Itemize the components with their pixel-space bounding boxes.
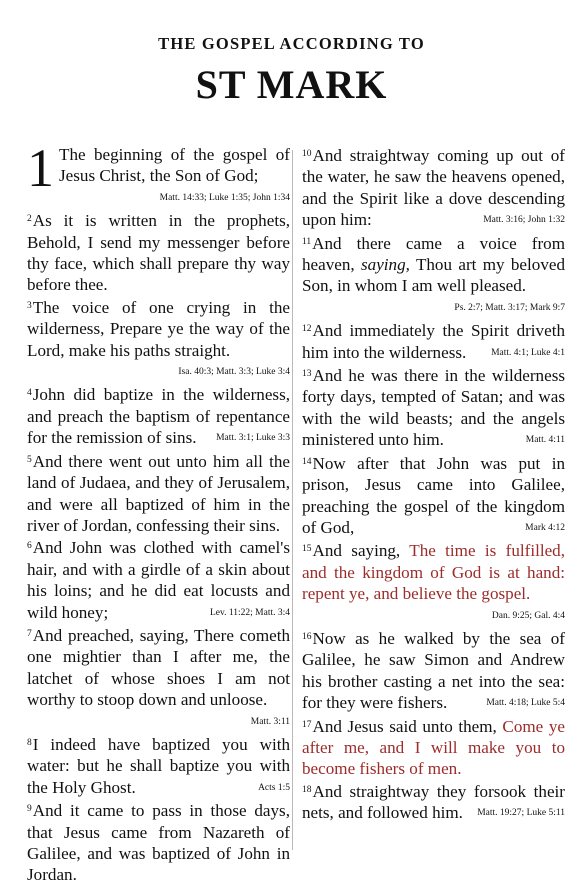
verse-number: 4 (27, 388, 32, 399)
cross-reference: Matt. 3:1; Luke 3:3 (216, 433, 290, 444)
verse-2 (27, 209, 290, 296)
cross-reference: Lev. 11:22; Matt. 3:4 (209, 607, 290, 618)
book-title: ST MARK (195, 62, 388, 107)
verse-text: And Jesus said unto them, (312, 716, 503, 736)
chapter-number: 1 (27, 138, 54, 198)
verse-number: 15 (302, 544, 312, 555)
verse-text: John did baptize in the wilderness, and preach the baptism of repentance for the remission of sins. (27, 385, 290, 448)
cross-reference: Mark 4:12 (525, 522, 565, 533)
verse-17 (302, 715, 565, 780)
words-of-jesus: Come ye after me, and I will make you to become fishers of men. (302, 716, 565, 779)
verse-12 (302, 319, 565, 363)
verse-15 (302, 539, 565, 621)
cross-reference: Matt. 3:16; John 1:32 (483, 215, 565, 226)
header-rule (30, 137, 558, 138)
verse-number: 9 (27, 804, 32, 815)
verse-text: And straightway they forsook their nets, and followed him. (302, 781, 565, 823)
verse-8 (27, 733, 290, 798)
column-divider (292, 150, 293, 850)
cross-reference: Matt. 14:33; Luke 1:35; John 1:34 (159, 192, 290, 203)
verse-text: Now as he walked by the sea of Galilee, he saw Simon and Andrew his brother casting a net into the sea: for they were fishers. (302, 628, 565, 713)
verse-number: 14 (302, 456, 312, 467)
verse-number: 12 (302, 324, 312, 335)
verse-9 (27, 799, 290, 886)
left-column (27, 138, 290, 886)
cross-reference: Isa. 40:3; Matt. 3:3; Luke 3:4 (178, 367, 290, 378)
verse-text: And he was there in the wilderness forty days, tempted of Satan; and was with the wild beasts; and the angels ministered unto him. (302, 366, 565, 450)
right-column (302, 144, 565, 825)
verse-text: I indeed have baptized you with water: but he shall baptize you with the Holy Ghost. (27, 734, 290, 797)
verse-18 (302, 780, 565, 824)
verse-7 (27, 624, 290, 727)
verse-1 (27, 138, 290, 203)
verse-number: 2 (27, 214, 32, 225)
verse-number: 7 (27, 628, 32, 639)
cross-reference: Dan. 9:25; Gal. 4:4 (491, 610, 565, 621)
verse-10 (302, 144, 565, 231)
verse-text: The beginning of the gospel of Jesus Christ, the Son of God; (59, 145, 290, 186)
verse-6 (27, 536, 290, 623)
verse-number: 13 (302, 369, 312, 380)
verse-text: And there came a voice from heaven, (302, 233, 565, 275)
verse-number: 8 (27, 737, 32, 748)
cross-reference: Acts 1:5 (258, 782, 290, 793)
verse-text: And it came to pass in those days, that Jesus came from Nazareth of Galilee, and was baptized of John in Jordan. (27, 801, 290, 885)
book-supertitle: THE GOSPEL ACCORDING TO (158, 34, 425, 53)
verse-text: As it is written in the prophets, Behold, I send my messenger before thy face, which shall prepare thy way before thee. (27, 211, 290, 295)
verse-number: 10 (302, 149, 312, 159)
verse-text: And John was clothed with camel's hair, and with a girdle of a skin about his loins; and he did eat locusts and wild honey; (27, 538, 290, 622)
verse-text: Thou art my beloved Son, in whom I am well pleased. (302, 255, 565, 296)
verse-text-italic: saying, (361, 255, 410, 275)
verse-text: And immediately the Spirit driveth him into the wilderness. (302, 321, 565, 362)
cross-reference: Matt. 4:18; Luke 5:4 (486, 698, 565, 709)
verse-11 (302, 232, 565, 313)
verse-16 (302, 627, 565, 714)
verse-number: 5 (27, 454, 32, 465)
verse-14 (302, 452, 565, 539)
verse-text: And saying, (312, 541, 410, 561)
verse-number: 3 (27, 300, 32, 311)
verse-5 (27, 450, 290, 537)
verse-4 (27, 383, 290, 448)
words-of-jesus: The time is fulfilled, and the kingdom of God is at hand: repent ye, and believe the gospel. (302, 541, 565, 604)
verse-number: 17 (302, 719, 312, 730)
verse-text: And straightway coming up out of the water, he saw the heavens opened, and the Spirit like a dove descending upon him: (302, 146, 565, 230)
verse-13 (302, 364, 565, 451)
verse-number: 18 (302, 784, 312, 795)
cross-reference: Matt. 19:27; Luke 5:11 (477, 808, 565, 819)
verse-text: Now after that John was put in prison, Jesus came into Galilee, preaching the gospel of the kingdom of God, (302, 453, 565, 537)
cross-reference: Matt. 4:11 (525, 435, 565, 446)
cross-reference: Ps. 2:7; Matt. 3:17; Mark 9:7 (454, 302, 565, 313)
verse-number: 6 (27, 541, 32, 552)
verse-text: And there went out unto him all the land of Judaea, and they of Jerusalem, and were all baptized of him in the river of Jordan, confessing their sins. (27, 451, 290, 535)
cross-reference: Matt. 4:1; Luke 4:1 (491, 347, 565, 358)
verse-text: The voice of one crying in the wilderness, Prepare ye the way of the Lord, make his paths straight. (27, 297, 290, 360)
verse-3 (27, 296, 290, 378)
verse-number: 11 (302, 236, 312, 247)
verse-number: 16 (302, 631, 312, 642)
cross-reference: Matt. 3:11 (250, 716, 290, 727)
verse-text: And preached, saying, There cometh one mightier than I after me, the latchet of whose shoes I am not worthy to stoop down and unloose. (27, 625, 290, 710)
